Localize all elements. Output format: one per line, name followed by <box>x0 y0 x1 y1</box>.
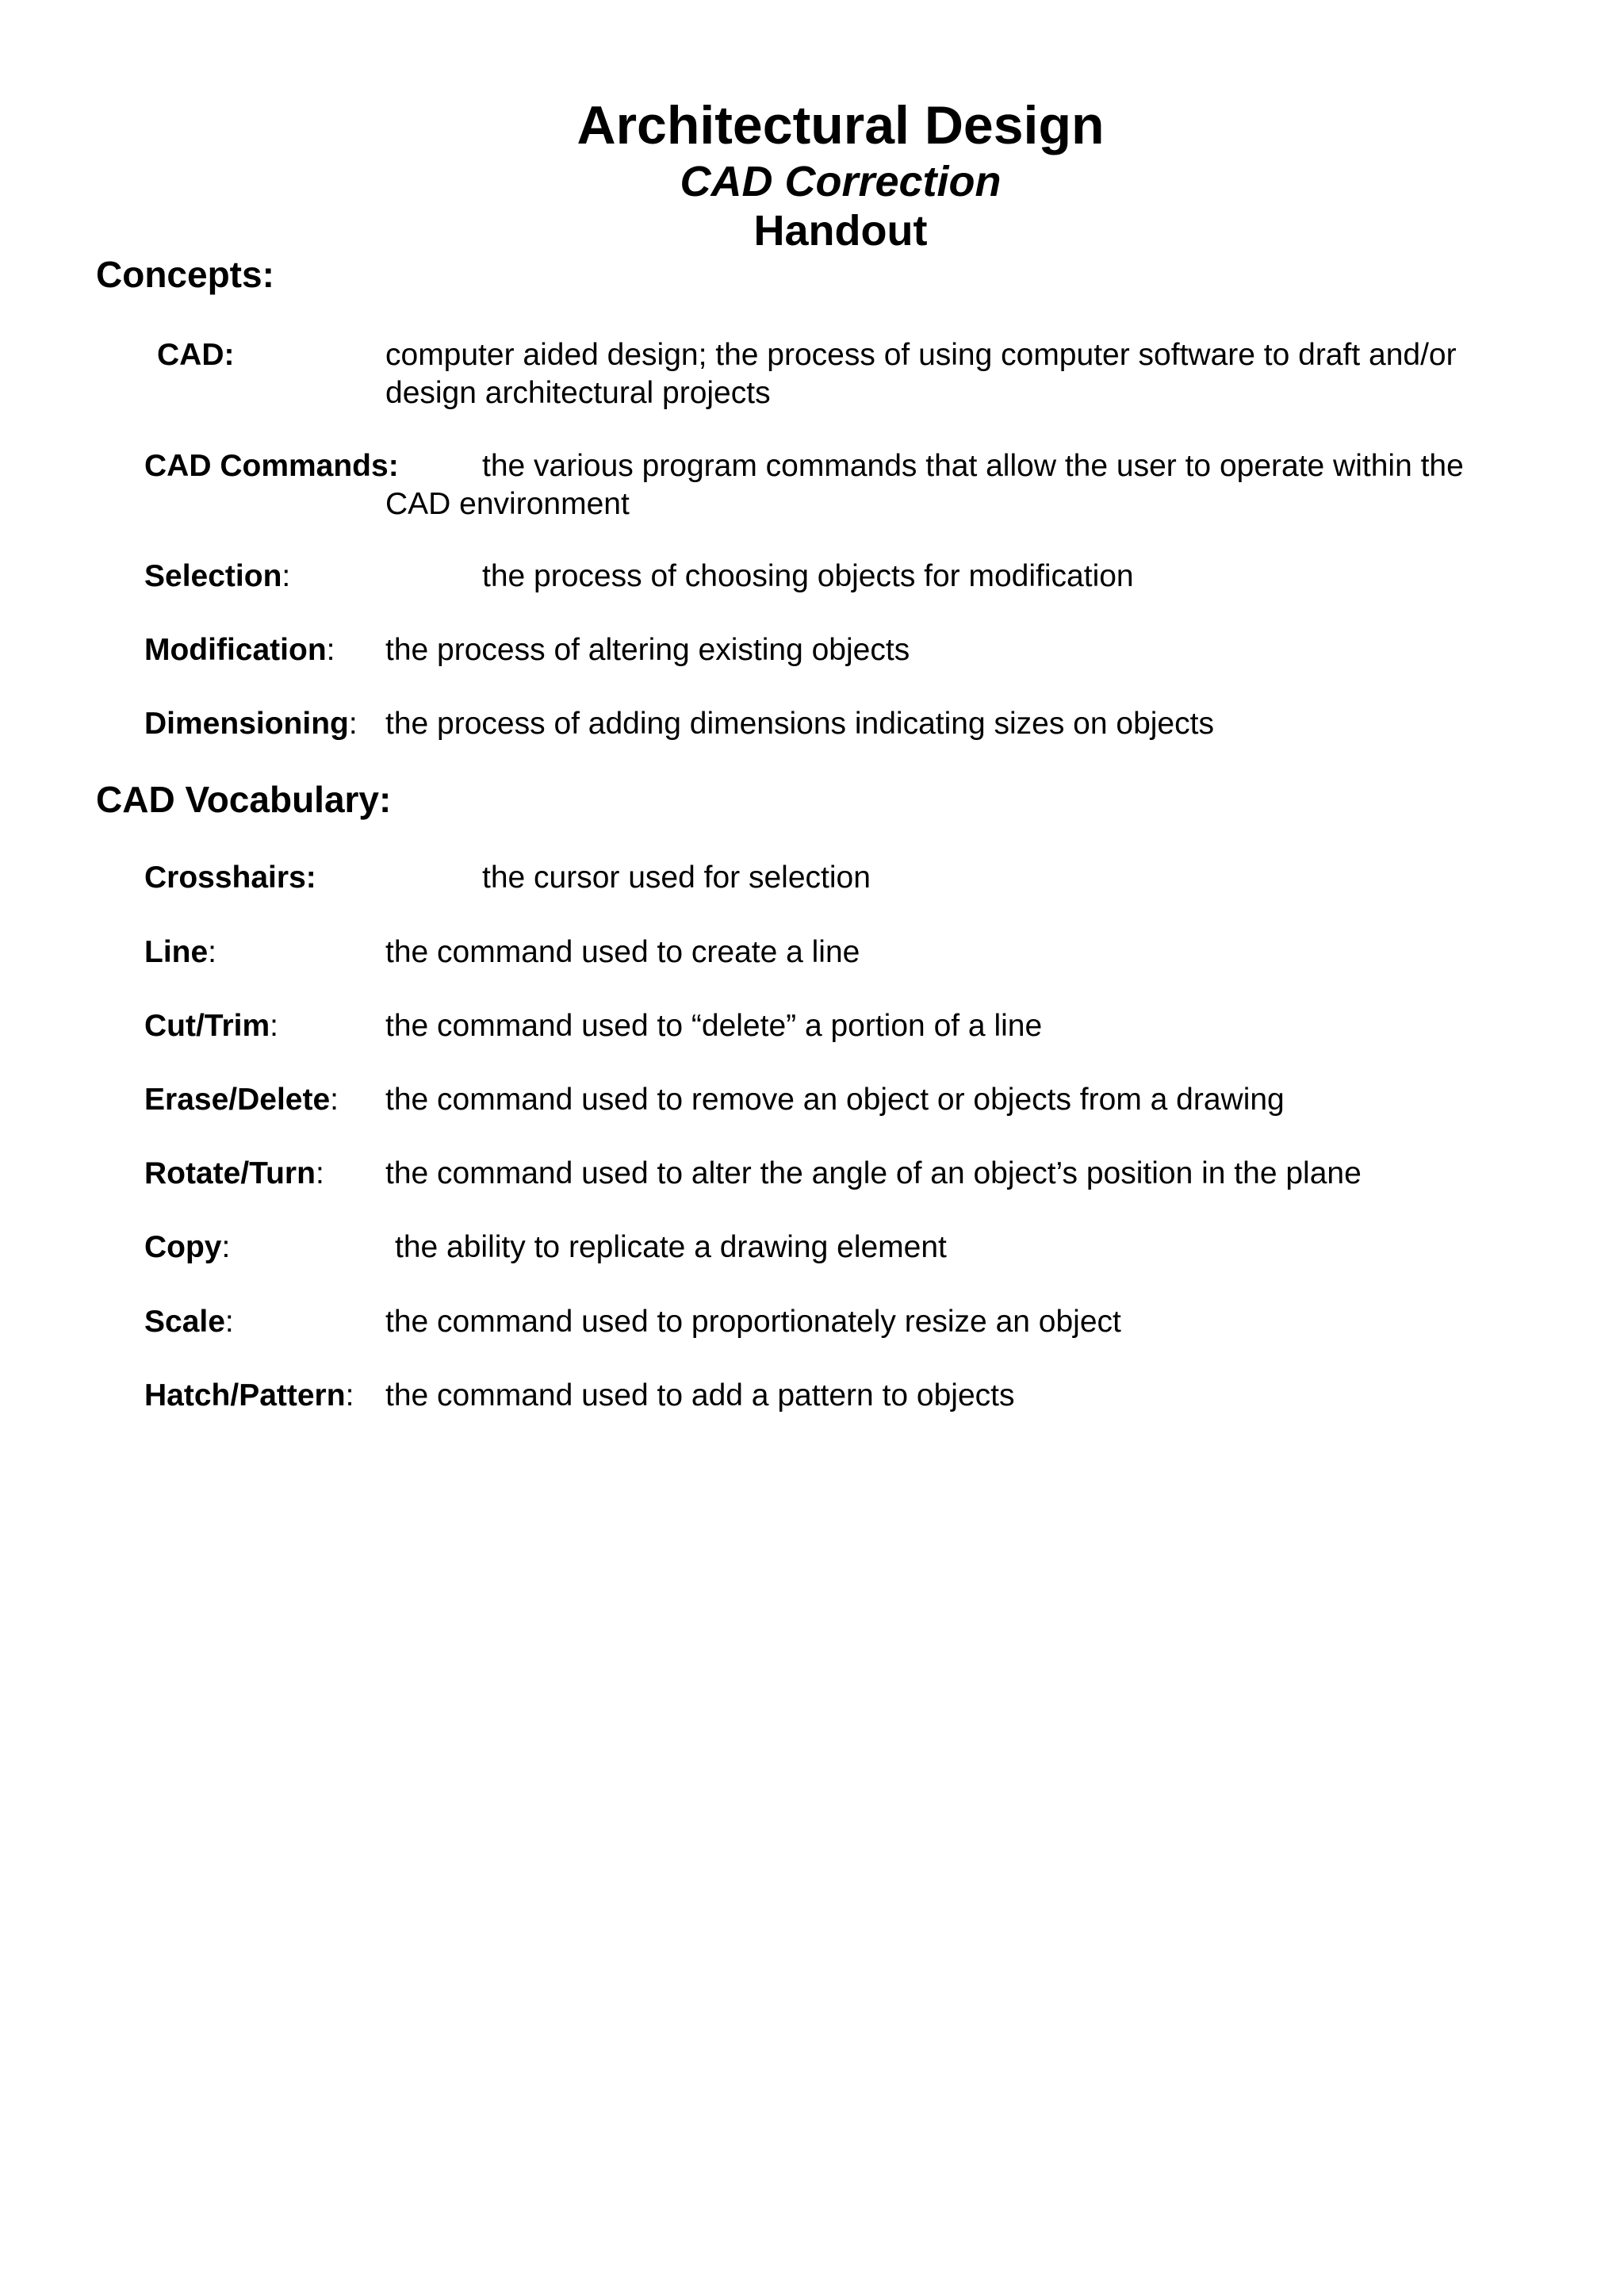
vocab-term: Rotate/Turn: <box>144 1156 324 1190</box>
vocab-definition: the command used to remove an object or objects from a drawing <box>385 1083 1285 1117</box>
vocab-term: Copy: <box>144 1230 231 1264</box>
vocab-term: Erase/Delete: <box>144 1083 339 1117</box>
concept-definition: the process of altering existing objects <box>385 633 910 667</box>
concepts-heading: Concepts: <box>96 254 274 295</box>
concept-term: CAD Commands: <box>144 449 399 483</box>
vocab-definition: the command used to proportionately resize an object <box>385 1305 1121 1339</box>
page-subtitle: CAD Correction <box>680 158 1002 205</box>
vocab-definition: the command used to “delete” a portion of a line <box>385 1009 1043 1043</box>
concept-definition: the various program commands that allow the user to operate within the CAD environment <box>385 449 1464 521</box>
vocab-definition: the ability to replicate a drawing element <box>395 1230 947 1264</box>
vocab-term: Scale: <box>144 1305 234 1339</box>
vocab-term: Hatch/Pattern: <box>144 1378 354 1412</box>
vocab-term: Cut/Trim: <box>144 1009 279 1043</box>
vocab-definition: the command used to add a pattern to objects <box>385 1378 1015 1412</box>
handout-label: Handout <box>753 207 928 255</box>
concept-definition: the process of choosing objects for modification <box>482 559 1134 593</box>
concept-term: CAD: <box>157 338 235 372</box>
concept-term: Selection: <box>144 559 291 593</box>
vocab-definition: the cursor used for selection <box>482 861 871 895</box>
title-block <box>0 94 1624 255</box>
page-title: Architectural Design <box>576 95 1105 155</box>
vocab-definition: the command used to alter the angle of an object’s position in the plane <box>385 1156 1362 1190</box>
concept-definition: the process of adding dimensions indicating sizes on objects <box>385 707 1214 741</box>
concept-term: Dimensioning: <box>144 707 358 741</box>
concept-definition: computer aided design; the process of using computer software to draft and/or design architectural projects <box>385 338 1457 410</box>
vocab-term: Crosshairs: <box>144 861 316 895</box>
vocabulary-heading: CAD Vocabulary: <box>96 779 392 820</box>
vocab-term: Line: <box>144 935 217 969</box>
vocab-definition: the command used to create a line <box>385 935 860 969</box>
concept-term: Modification: <box>144 633 335 667</box>
